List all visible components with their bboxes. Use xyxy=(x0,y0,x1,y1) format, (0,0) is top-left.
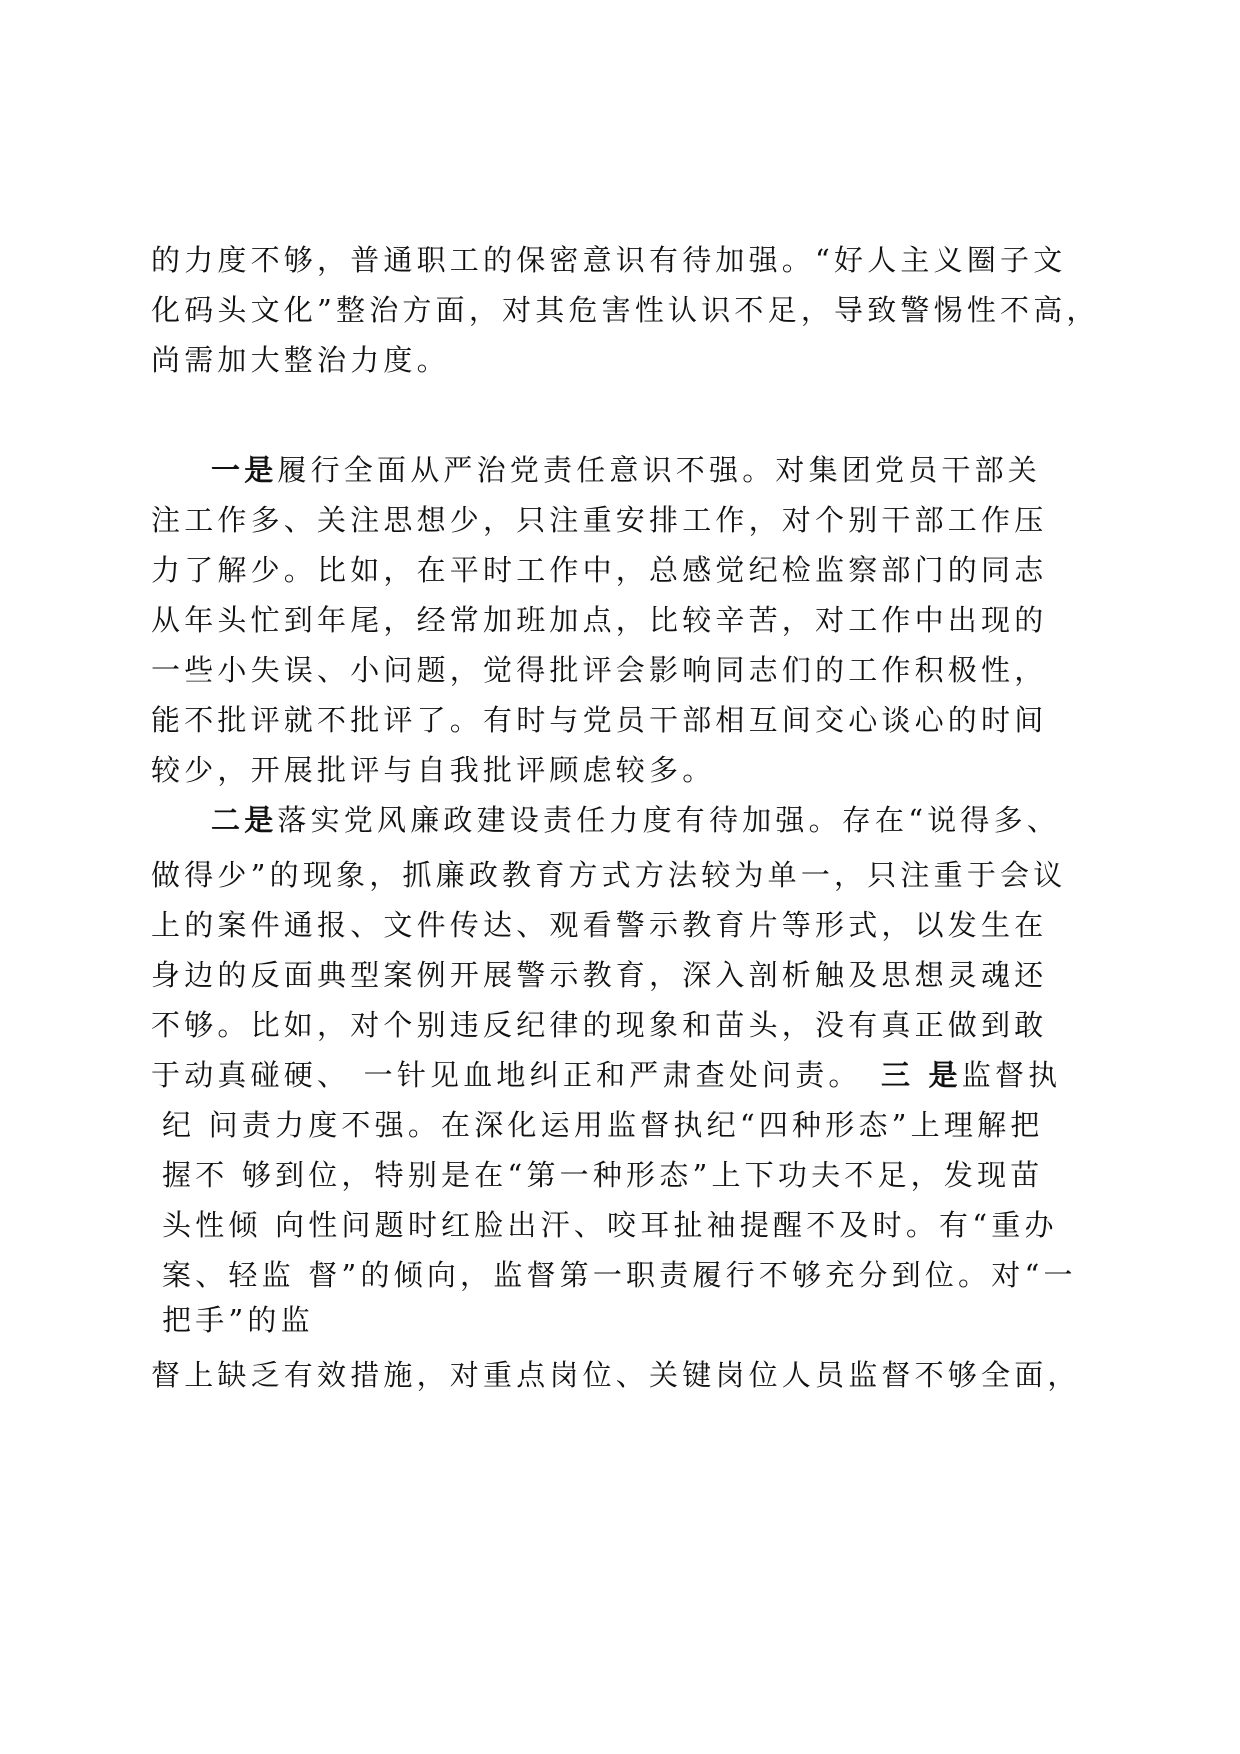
text-line: 从年头忙到年尾，经常加班加点，比较辛苦，对工作中出现的 xyxy=(151,603,1048,637)
text-line: 化码头文化”整治方面，对其危害性认识不足，导致警惕性不高， xyxy=(151,293,1100,327)
text-line: 一些小失误、小问题，觉得批评会影响同志们的工作积极性， xyxy=(151,653,1048,687)
text-line: 握不 够到位，特别是在“第一种形态”上下功夫不足，发现苗 xyxy=(162,1158,1044,1192)
text-line: 注工作多、关注思想少，只注重安排工作，对个别干部工作压 xyxy=(151,503,1048,537)
text-line: 力了解少。比如，在平时工作中，总感觉纪检监察部门的同志 xyxy=(151,553,1048,587)
paragraph-lead: 一是 xyxy=(211,453,278,487)
text-line xyxy=(151,1055,1061,1095)
text-line: 把手”的监 xyxy=(162,1303,314,1337)
paragraph-lead: 三 是 xyxy=(881,1058,962,1092)
text-line: 能不批评就不批评了。有时与党员干部相互间交心谈心的时间 xyxy=(151,703,1048,737)
paragraph-first-line xyxy=(211,800,1060,840)
text-line: 做得少”的现象，抓廉政教育方式方法较为单一，只注重于会议 xyxy=(151,858,1067,892)
text-line: 尚需加大整治力度。 xyxy=(151,343,450,377)
text-span: 履行全面从严治党责任意识不强。对集团党员干部关 xyxy=(277,453,1042,487)
text-line: 纪 问责力度不强。在深化运用监督执纪“四种形态”上理解把 xyxy=(162,1108,1044,1142)
text-span: 监督执 xyxy=(961,1058,1062,1092)
text-line: 较少，开展批评与自我批评顾虑较多。 xyxy=(151,753,716,787)
text-line: 头性倾 向性问题时红脸出汗、咬耳扯袖提醒不及时。有“重办 xyxy=(162,1208,1058,1242)
text-line: 上的案件通报、文件传达、观看警示教育片等形式，以发生在 xyxy=(151,908,1048,942)
text-line: 督上缺乏有效措施，对重点岗位、关键岗位人员监督不够全面， xyxy=(151,1358,1081,1392)
text-line: 案、轻监 督”的倾向，监督第一职责履行不够充分到位。对“一 xyxy=(162,1258,1077,1292)
text-span: 于动真碰硬、 一针见血地纠正和严肃查处问责。 xyxy=(151,1058,862,1092)
text-span: 落实党风廉政建设责任力度有待加强。存在“说得多、 xyxy=(277,803,1061,837)
text-line: 不够。比如，对个别违反纪律的现象和苗头，没有真正做到敢 xyxy=(151,1008,1048,1042)
paragraph-lead: 二是 xyxy=(211,803,278,837)
paragraph-first-line xyxy=(211,450,1041,490)
text-line: 身边的反面典型案例开展警示教育，深入剖析触及思想灵魂还 xyxy=(151,958,1048,992)
text-line: 的力度不够，普通职工的保密意识有待加强。“好人主义圈子文 xyxy=(151,243,1067,277)
